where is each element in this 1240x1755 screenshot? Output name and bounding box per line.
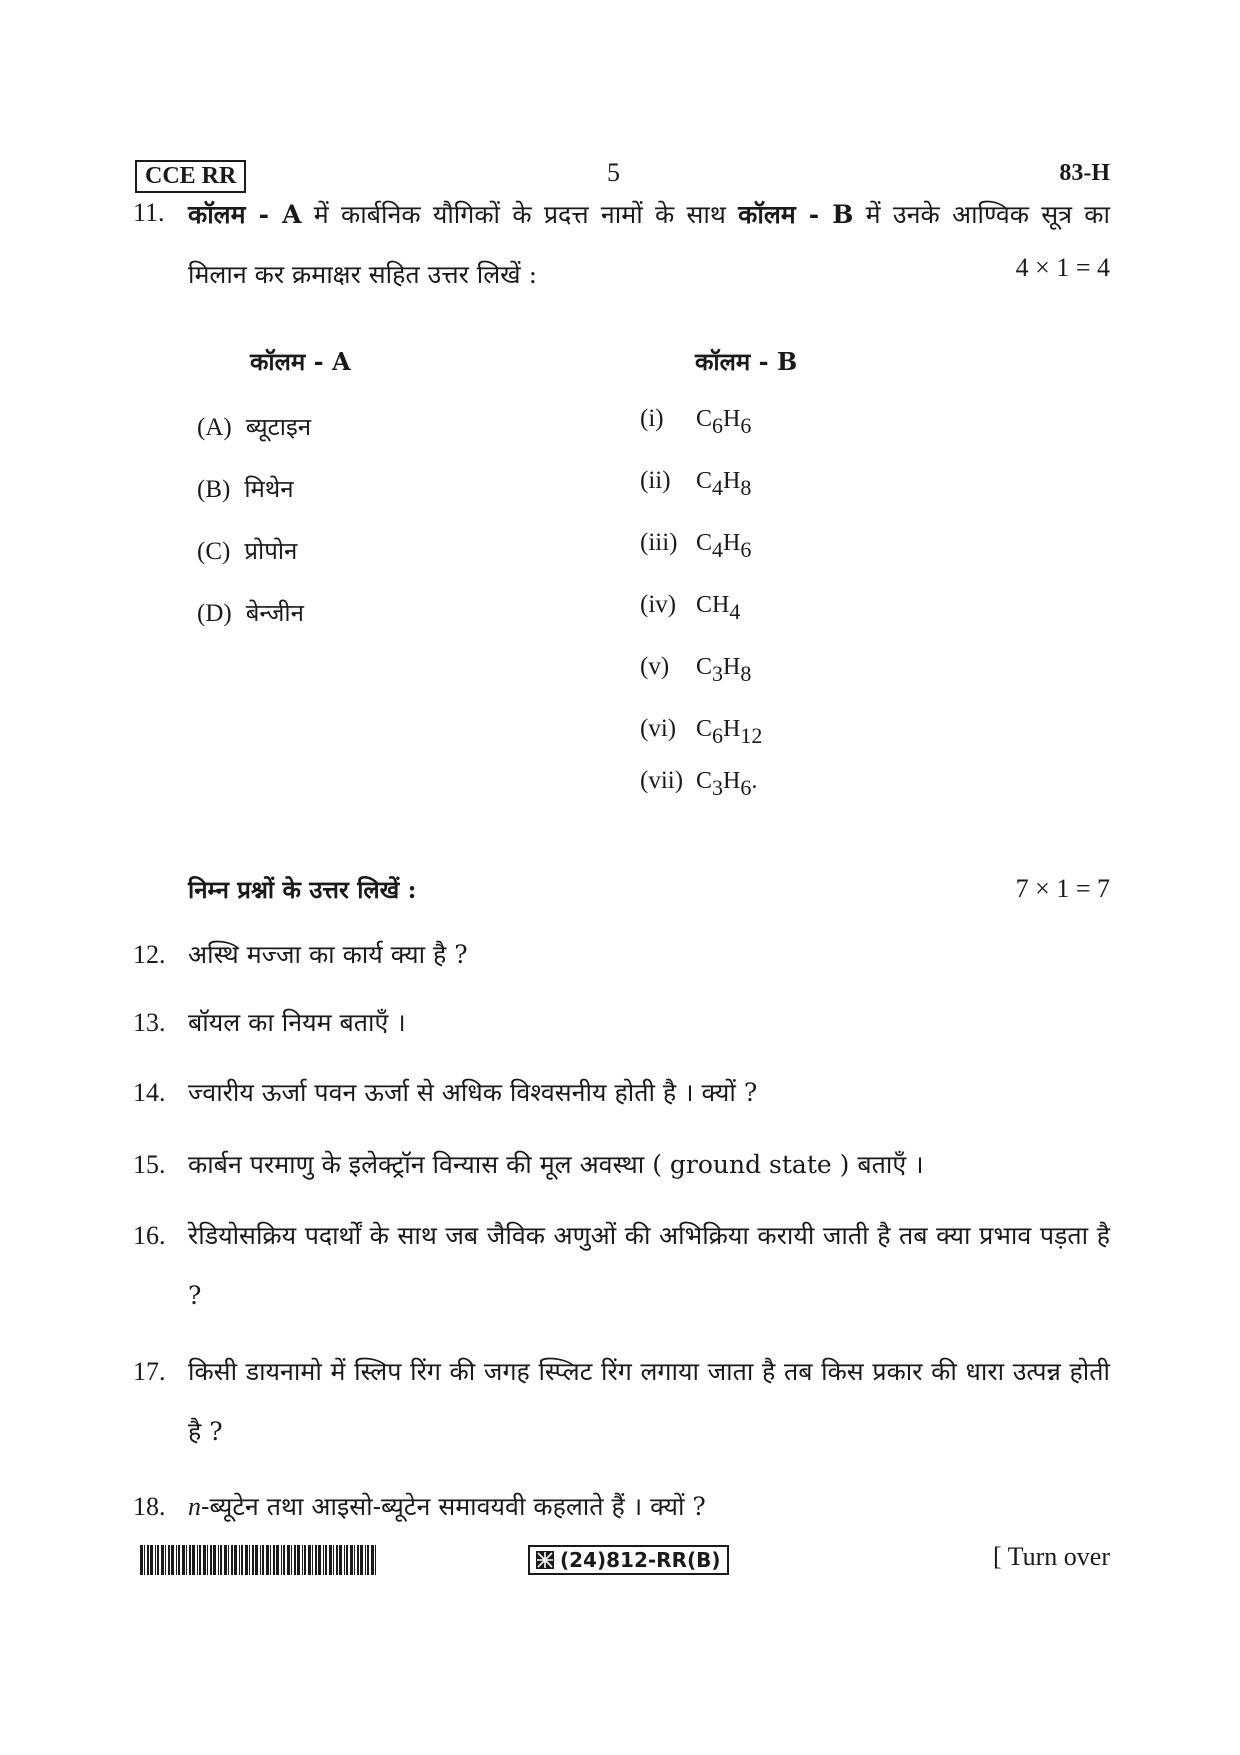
question-number: 16. (133, 1221, 166, 1250)
formula-element: C (696, 468, 713, 494)
item-tag: (iv) (640, 591, 677, 618)
column-b-item (640, 591, 740, 625)
item-tag: (v) (640, 653, 670, 680)
formula-subscript: 3 (712, 661, 724, 686)
column-b-ref: कॉलम - B (738, 200, 854, 229)
formula-element: C (696, 406, 713, 432)
item-tag: (A) (197, 414, 232, 441)
column-b-item (640, 405, 751, 439)
formula-element: H (723, 768, 741, 794)
formula-element: C (696, 530, 713, 556)
section-instruction: निम्न प्रश्नों के उत्तर लिखें : (188, 875, 417, 904)
question-text-part: में कार्बनिक यौगिकों के प्रदत्त नामों के साथ (301, 200, 739, 229)
barcode-icon (140, 1545, 380, 1575)
column-a-heading: कॉलम - A (250, 347, 351, 376)
section-marks: 7 × 1 = 7 (1015, 874, 1110, 903)
paper-code: 83-H (1059, 160, 1110, 186)
question-number: 13. (133, 1008, 166, 1037)
item-tag: (i) (640, 405, 664, 432)
item-tag: (C) (197, 538, 231, 565)
question-number: 17. (133, 1357, 166, 1386)
item-tag: (iii) (640, 529, 678, 556)
question-number: 18. (133, 1492, 166, 1521)
question-text-part: -ब्यूटेन तथा आइसो-ब्यूटेन समावयवी कहलाते हैं । क्यों ? (201, 1492, 706, 1521)
exam-code-box: CCE RR (135, 160, 246, 193)
footer-code: (24)812-RR(B) (560, 1548, 721, 1572)
item-tag: (vi) (640, 715, 677, 742)
formula-subscript: 8 (740, 661, 752, 686)
marks-allocation: 4 × 1 = 4 (1015, 253, 1110, 282)
column-b-item (640, 653, 751, 687)
formula-element: H (723, 716, 741, 742)
formula-subscript: 3 (712, 775, 724, 800)
formula-subscript: 6 (740, 537, 752, 562)
column-b-item (640, 529, 751, 563)
question-number: 15. (133, 1150, 166, 1179)
question-number: 14. (133, 1078, 166, 1107)
formula-element: CH (696, 592, 730, 618)
question-text: अस्थि मज्जा का कार्य क्या है ? (188, 940, 468, 969)
formula-subscript: 4 (712, 537, 724, 562)
item-tag: (vii) (640, 767, 684, 794)
variable-n: n (188, 1492, 201, 1521)
formula-subscript: 6 (740, 775, 752, 800)
formula-element: H (723, 406, 741, 432)
registration-mark-icon (536, 1551, 554, 1569)
formula-subscript: 8 (740, 475, 752, 500)
footer-code-box (528, 1545, 729, 1575)
formula-subscript: 4 (712, 475, 724, 500)
formula-element: C (696, 654, 713, 680)
item-tag: (D) (197, 600, 232, 627)
formula-subscript: 12 (740, 723, 763, 748)
column-a-ref: कॉलम - A (188, 200, 302, 229)
question-text: रेडियोसक्रिय पदार्थों के साथ जब जैविक अणुओं की अभिक्रिया करायी जाती है तब क्या प्रभाव पड़ता है ? (188, 1221, 1110, 1310)
formula-end: . (751, 768, 758, 794)
question-number: 12. (133, 940, 166, 969)
column-b-item (640, 767, 757, 801)
compound-name: बेन्जीन (245, 599, 304, 627)
question-text (188, 185, 1110, 305)
formula-subscript: 6 (740, 413, 752, 438)
formula-subscript: 6 (712, 413, 724, 438)
formula-subscript: 4 (729, 599, 741, 624)
question-line-1 (188, 185, 1110, 245)
formula-element: H (723, 530, 741, 556)
question-text-part: में उनके आण्विक सूत्र का (853, 200, 1110, 229)
question-text: किसी डायनामो में स्लिप रिंग की जगह स्प्लिट रिंग लगाया जाता है तब किस प्रकार की धारा उत्पन्न होती है ? (188, 1357, 1110, 1446)
compound-name: प्रोपोन (244, 537, 298, 565)
column-a-item (197, 534, 297, 567)
column-b-item (640, 715, 762, 749)
column-a-item (197, 472, 294, 505)
question-text (188, 1477, 1110, 1537)
compound-name: मिथेन (244, 475, 294, 503)
formula-subscript: 6 (712, 723, 724, 748)
column-b-heading: कॉलम - B (695, 347, 798, 376)
turn-over-label: [ Turn over (992, 1542, 1110, 1571)
formula-element: C (696, 716, 713, 742)
item-tag: (ii) (640, 467, 671, 494)
question-text: बॉयल का नियम बताएँ । (188, 1008, 406, 1037)
column-b-item (640, 467, 751, 501)
page-number: 5 (607, 158, 620, 187)
column-a-item (197, 410, 311, 443)
formula-element: H (723, 654, 741, 680)
item-tag: (B) (197, 476, 231, 503)
question-number: 11. (133, 198, 165, 227)
formula-element: H (723, 468, 741, 494)
compound-name: ब्यूटाइन (245, 413, 312, 441)
question-text: कार्बन परमाणु के इलेक्ट्रॉन विन्यास की मूल अवस्था ( ground state ) बताएँ । (188, 1150, 924, 1179)
question-line-2: मिलान कर क्रमाक्षर सहित उत्तर लिखें : (188, 260, 538, 289)
formula-element: C (696, 768, 713, 794)
column-a-item (197, 596, 304, 629)
question-text: ज्वारीय ऊर्जा पवन ऊर्जा से अधिक विश्वसनीय होती है । क्यों ? (188, 1078, 758, 1107)
